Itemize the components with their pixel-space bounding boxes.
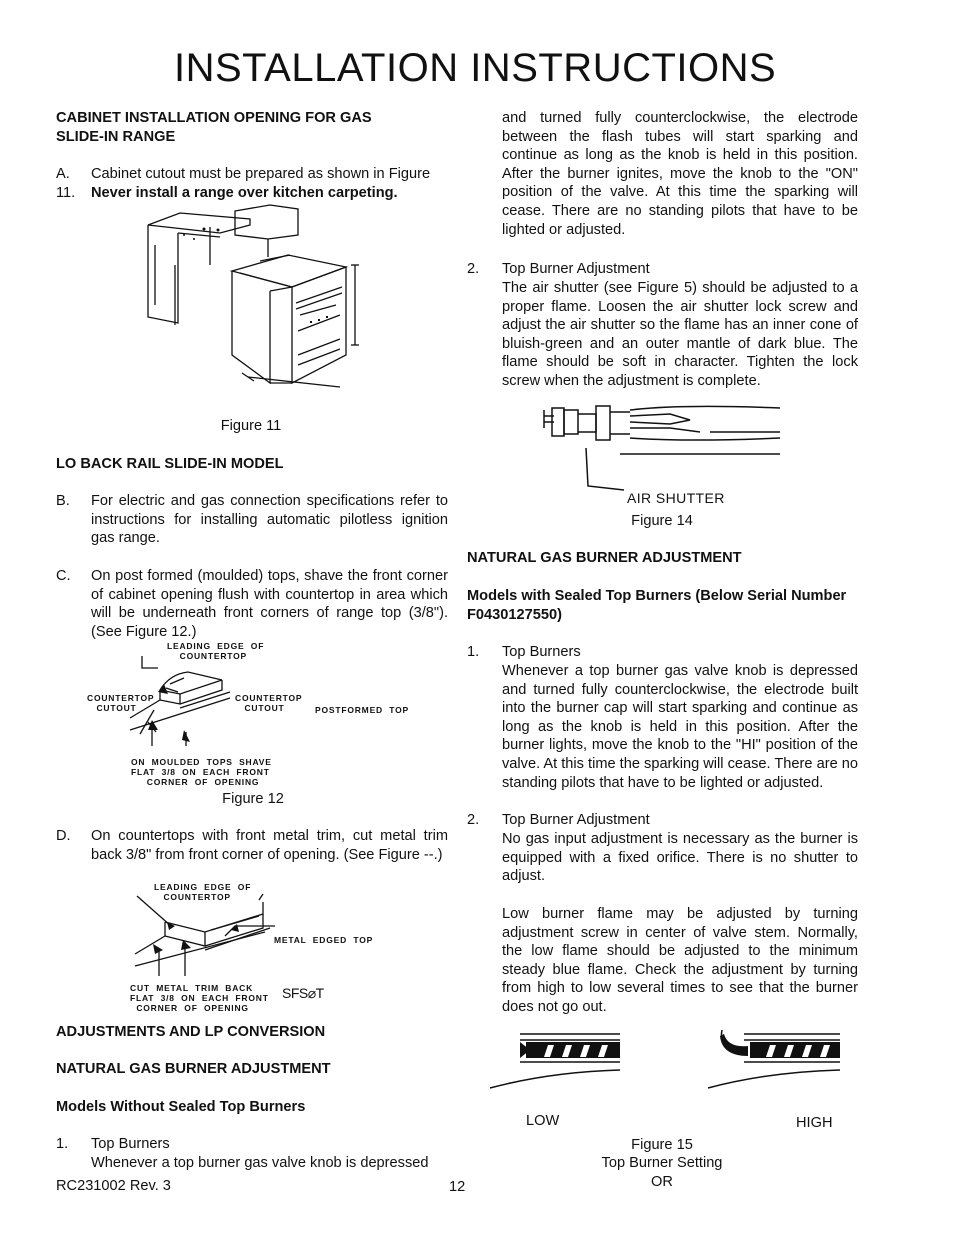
figure-14-illustration	[540, 398, 785, 498]
footer-document-number: RC231002 Rev. 3	[56, 1178, 171, 1194]
section-heading-cabinet: CABINET INSTALLATION OPENING FOR GAS SLIDE-IN RANGE	[56, 110, 372, 145]
item-b-text: For electric and gas connection specifications refer to instructions for installing automatic pilotless ignition gas range.	[91, 493, 448, 547]
sealed-item-2-marker: 2.	[467, 812, 480, 828]
fig14-label-air-shutter: AIR SHUTTER	[627, 490, 725, 506]
figure-12-illustration	[130, 650, 240, 755]
section-heading-natural-gas-left: NATURAL GAS BURNER ADJUSTMENT	[56, 1061, 331, 1077]
sealed-item-2-text-low-flame: Low burner flame may be adjusted by turning adjustment screw in center of valve stem. Normally, the low flame should be adjusted to the minimum steady blue flame. Check the adjustment by turning from high to low several times to see that the burner does not go out.	[502, 906, 858, 1015]
item-a-marker: A.	[56, 166, 70, 182]
figure-14-caption: Figure 14	[631, 513, 693, 529]
figure-15-low-burner	[490, 1028, 625, 1093]
fig13-label-metal-edged: METAL EDGED TOP	[274, 935, 374, 945]
figure-13-illustration	[135, 892, 270, 982]
figure-15-high-burner	[708, 1026, 848, 1093]
figure-15-or: OR	[651, 1174, 673, 1190]
continued-text: and turned fully counterclockwise, the electrode between the flash tubes will start sparking and continue as long as the knob is held in this position. After the burner ignites, move the knob to the "ON" position of the valve. At this time the sparking will cease. There are no standing pilots that have to be lighted or adjusted.	[502, 110, 858, 238]
sealed-item-1-text: Whenever a top burner gas valve knob is depressed and turned fully counterclockwise, the electrode built into the burner cap will start sparking and continue as long as the knob is held in this position. After the burner lights, move the knob to the "HI" position of the valve. At this time the sparking will cease. There are no standing pilots that have to be lighted or adjusted.	[502, 663, 858, 791]
section-heading-without-sealed: Models Without Sealed Top Burners	[56, 1099, 306, 1115]
sealed-item-2-text: No gas input adjustment is necessary as the burner is equipped with a fixed orifice. There is no shutter to adjust.	[502, 831, 858, 885]
figure-11-illustration	[140, 205, 370, 400]
page-title: INSTALLATION INSTRUCTIONS	[174, 46, 777, 90]
item-a-warning: Never install a range over kitchen carpeting.	[91, 185, 398, 201]
item-1-text: Whenever a top burner gas valve knob is depressed	[91, 1155, 429, 1171]
item-b-marker: B.	[56, 493, 70, 509]
sealed-item-2-title: Top Burner Adjustment	[502, 812, 650, 828]
fig12-label-cutout-left: COUNTERTOP CUTOUT	[87, 693, 155, 713]
sealed-item-1-marker: 1.	[467, 644, 480, 660]
item-c-text: On post formed (moulded) tops, shave the front corner of cabinet opening flush with countertop in area which will be underneath front corners of range top (3/8"). (See Figure 12.)	[91, 568, 448, 640]
section-heading-sealed: Models with Sealed Top Burners (Below Serial Number F0430127550)	[467, 588, 847, 623]
fig12-label-postformed: POSTFORMED TOP	[315, 705, 410, 715]
item-1-marker: 1.	[56, 1136, 69, 1152]
item-a-figure-number: 11.	[56, 185, 76, 201]
item-1-title: Top Burners	[91, 1136, 170, 1152]
fig12-label-shave: ON MOULDED TOPS SHAVE FLAT 3/8 ON EACH FRONT CORNER OF OPENING	[131, 757, 272, 787]
fig13-code: SFS⌀T	[282, 985, 324, 1001]
item-c-marker: C.	[56, 568, 71, 584]
fig15-label-high: HIGH	[796, 1115, 833, 1131]
fig13-label-cut-trim: CUT METAL TRIM BACK FLAT 3/8 ON EACH FRONT CORNER OF OPENING	[130, 983, 269, 1013]
sealed-item-1-title: Top Burners	[502, 644, 581, 660]
fig12-label-leading-edge: LEADING EDGE OF COUNTERTOP	[167, 641, 265, 661]
section-heading-natural-gas-right: NATURAL GAS BURNER ADJUSTMENT	[467, 550, 742, 566]
figure-11-caption: Figure 11	[220, 418, 282, 434]
figure-15-caption: Figure 15	[631, 1137, 693, 1153]
item-2-text: The air shutter (see Figure 5) should be adjusted to a proper flame. Loosen the air shutter lock screw and adjust the air shutter so the flame has an inner cone of bluish-green and an outer mantle of dark blue. The flame should be soft in character. Tighten the lock screw when the adjustment is complete.	[502, 280, 858, 389]
footer-page-number: 12	[449, 1179, 466, 1195]
figure-12-caption: Figure 12	[222, 791, 284, 807]
fig12-label-cutout-right: COUNTERTOP CUTOUT	[235, 693, 303, 713]
item-d-text: On countertops with front metal trim, cut metal trim back 3/8" from front corner of opening. (See Figure --.)	[91, 828, 448, 863]
item-2-marker: 2.	[467, 261, 480, 277]
section-heading-lo-back: LO BACK RAIL SLIDE-IN MODEL	[56, 456, 284, 472]
item-d-marker: D.	[56, 828, 71, 844]
fig13-label-leading-edge: LEADING EDGE OF COUNTERTOP	[154, 882, 252, 902]
item-2-title: Top Burner Adjustment	[502, 261, 650, 277]
figure-15-subtitle: Top Burner Setting	[601, 1155, 723, 1171]
section-heading-adjustments: ADJUSTMENTS AND LP CONVERSION	[56, 1024, 326, 1040]
item-a-text: Cabinet cutout must be prepared as shown in Figure	[91, 166, 431, 182]
fig15-label-low: LOW	[526, 1113, 560, 1129]
